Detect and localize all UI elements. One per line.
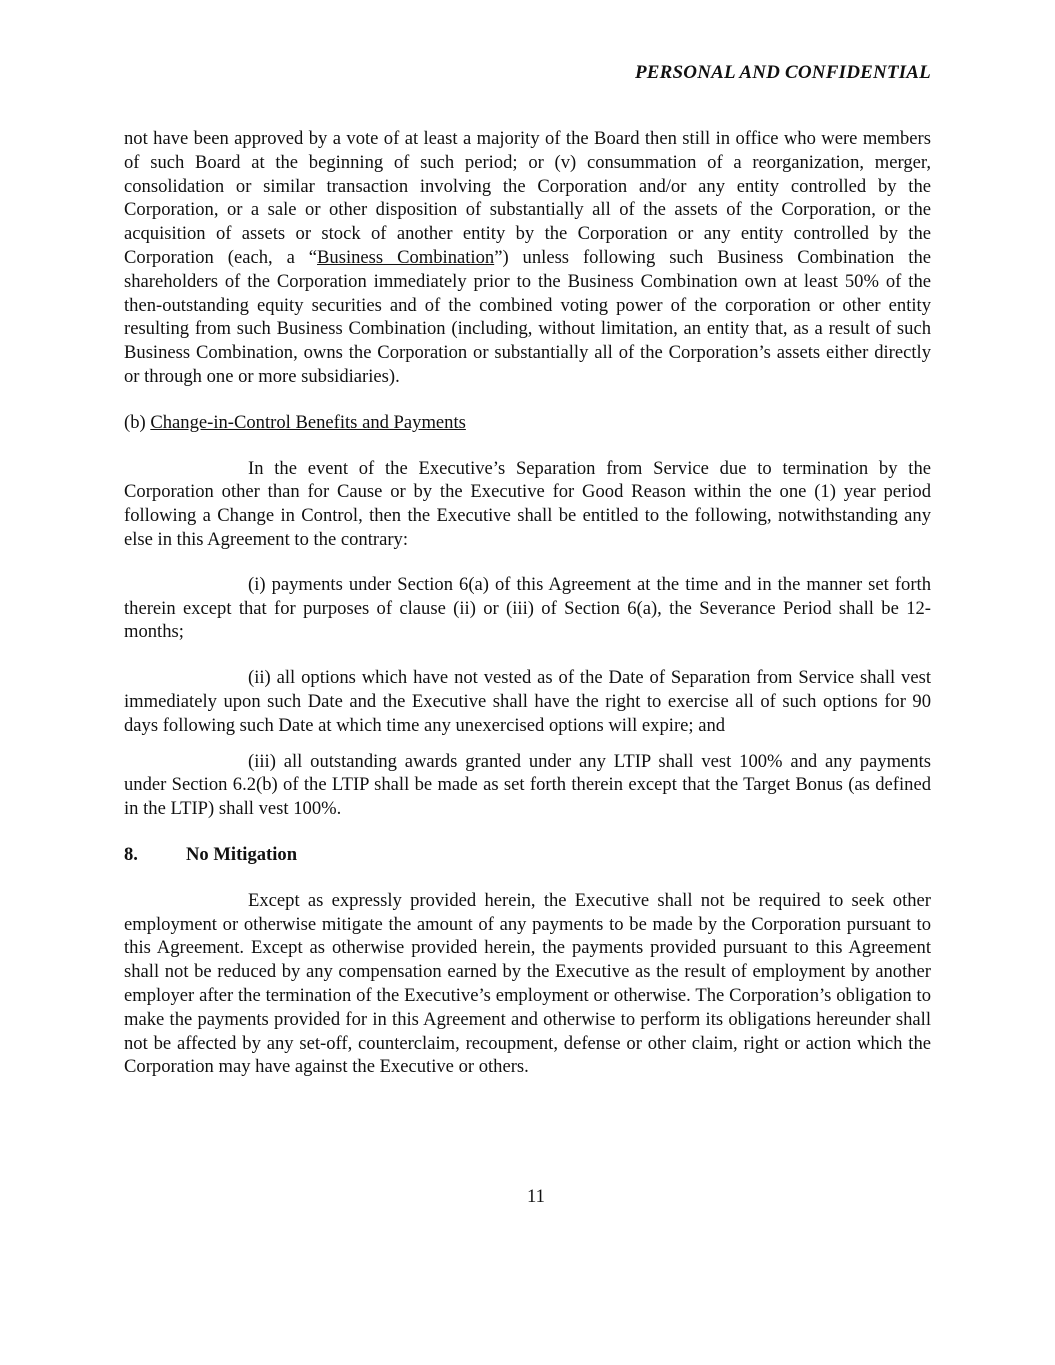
section-8-heading [124, 843, 931, 867]
defined-term-business-combination: Business Combination [317, 246, 495, 268]
document-body [124, 127, 931, 1079]
item-ii: (ii) all options which have not vested as of the Date of Separation from Service shall vest immediately upon such Date and the Executive shall have the right to exercise all of such options for 90 days following such Date at which time any unexercised options will expire; and [124, 667, 931, 736]
paragraph-1-text-start: not have been approved by a vote of at least a majority of the Board then still in office who were members of such Board at the beginning of such period; or (v) consummation of a reorganization, merger, consolidation or similar transaction involving the Corporation and/or any entity controlled by the Corporation, or a sale or other disposition of substantially all of the assets of the Corporation, or the acquisition of assets or stock of another entity by the Corporation or any entity controlled by the Corporation (each, a “ [124, 128, 931, 268]
paragraph-1-text-end: ”) unless following such Business Combination the shareholders of the Corporation immediately prior to the Business Combination own at least 50% of the then-outstanding equity securities and of the combined voting power of the corporation or other entity resulting from such Business Combination (including, without limitation, an entity that, as a result of such Business Combination, owns the Corporation or substantially all of the Corporation’s assets either directly or through one or more subsidiaries). [124, 246, 931, 387]
item-i: (i) payments under Section 6(a) of this Agreement at the time and in the manner set forth therein except that for purposes of clause (ii) or (iii) of Section 6(a), the Severance Period shall be 12-months; [124, 573, 931, 643]
item-iii: (iii) all outstanding awards granted under any LTIP shall vest 100% and any payments under Section 6.2(b) of the LTIP shall be made as set forth therein except that the Target Bonus (as defined in the LTIP) shall vest 100%. [124, 750, 931, 820]
page-number: 11 [527, 1186, 545, 1207]
subsection-b-title: Change-in-Control Benefits and Payments [150, 411, 466, 433]
subsection-b-heading [124, 411, 931, 435]
paragraph-business-combination [124, 127, 931, 389]
section-8-title: No Mitigation [186, 843, 298, 865]
section-8-number: 8. [124, 843, 138, 865]
confidential-header: PERSONAL AND CONFIDENTIAL [634, 62, 931, 83]
paragraph-no-mitigation: Except as expressly provided herein, the Executive shall not be required to seek other employment or otherwise mitigate the amount of any payments to be made by the Corporation pursuant to this Agreement. Except as otherwise provided herein, the payments provided pursuant to this Agreement shall not be reduced by any compensation earned by the Executive as the result of employment by another employer after the termination of the Executive’s employment or otherwise. The Corporation’s obligation to make the payments provided for in this Agreement and otherwise to perform its obligations hereunder shall not be affected by any set-off, counterclaim, recoupment, defense or other claim, right or action which the Corporation may have against the Executive or others. [124, 889, 931, 1078]
paragraph-change-in-control: In the event of the Executive’s Separation from Service due to termination by the Corporation other than for Cause or by the Executive for Good Reason within the one (1) year period following a Change in Control, then the Executive shall be entitled to the following, notwithstanding any else in this Agreement to the contrary: [124, 457, 931, 550]
subsection-b-label: (b) [124, 411, 146, 433]
